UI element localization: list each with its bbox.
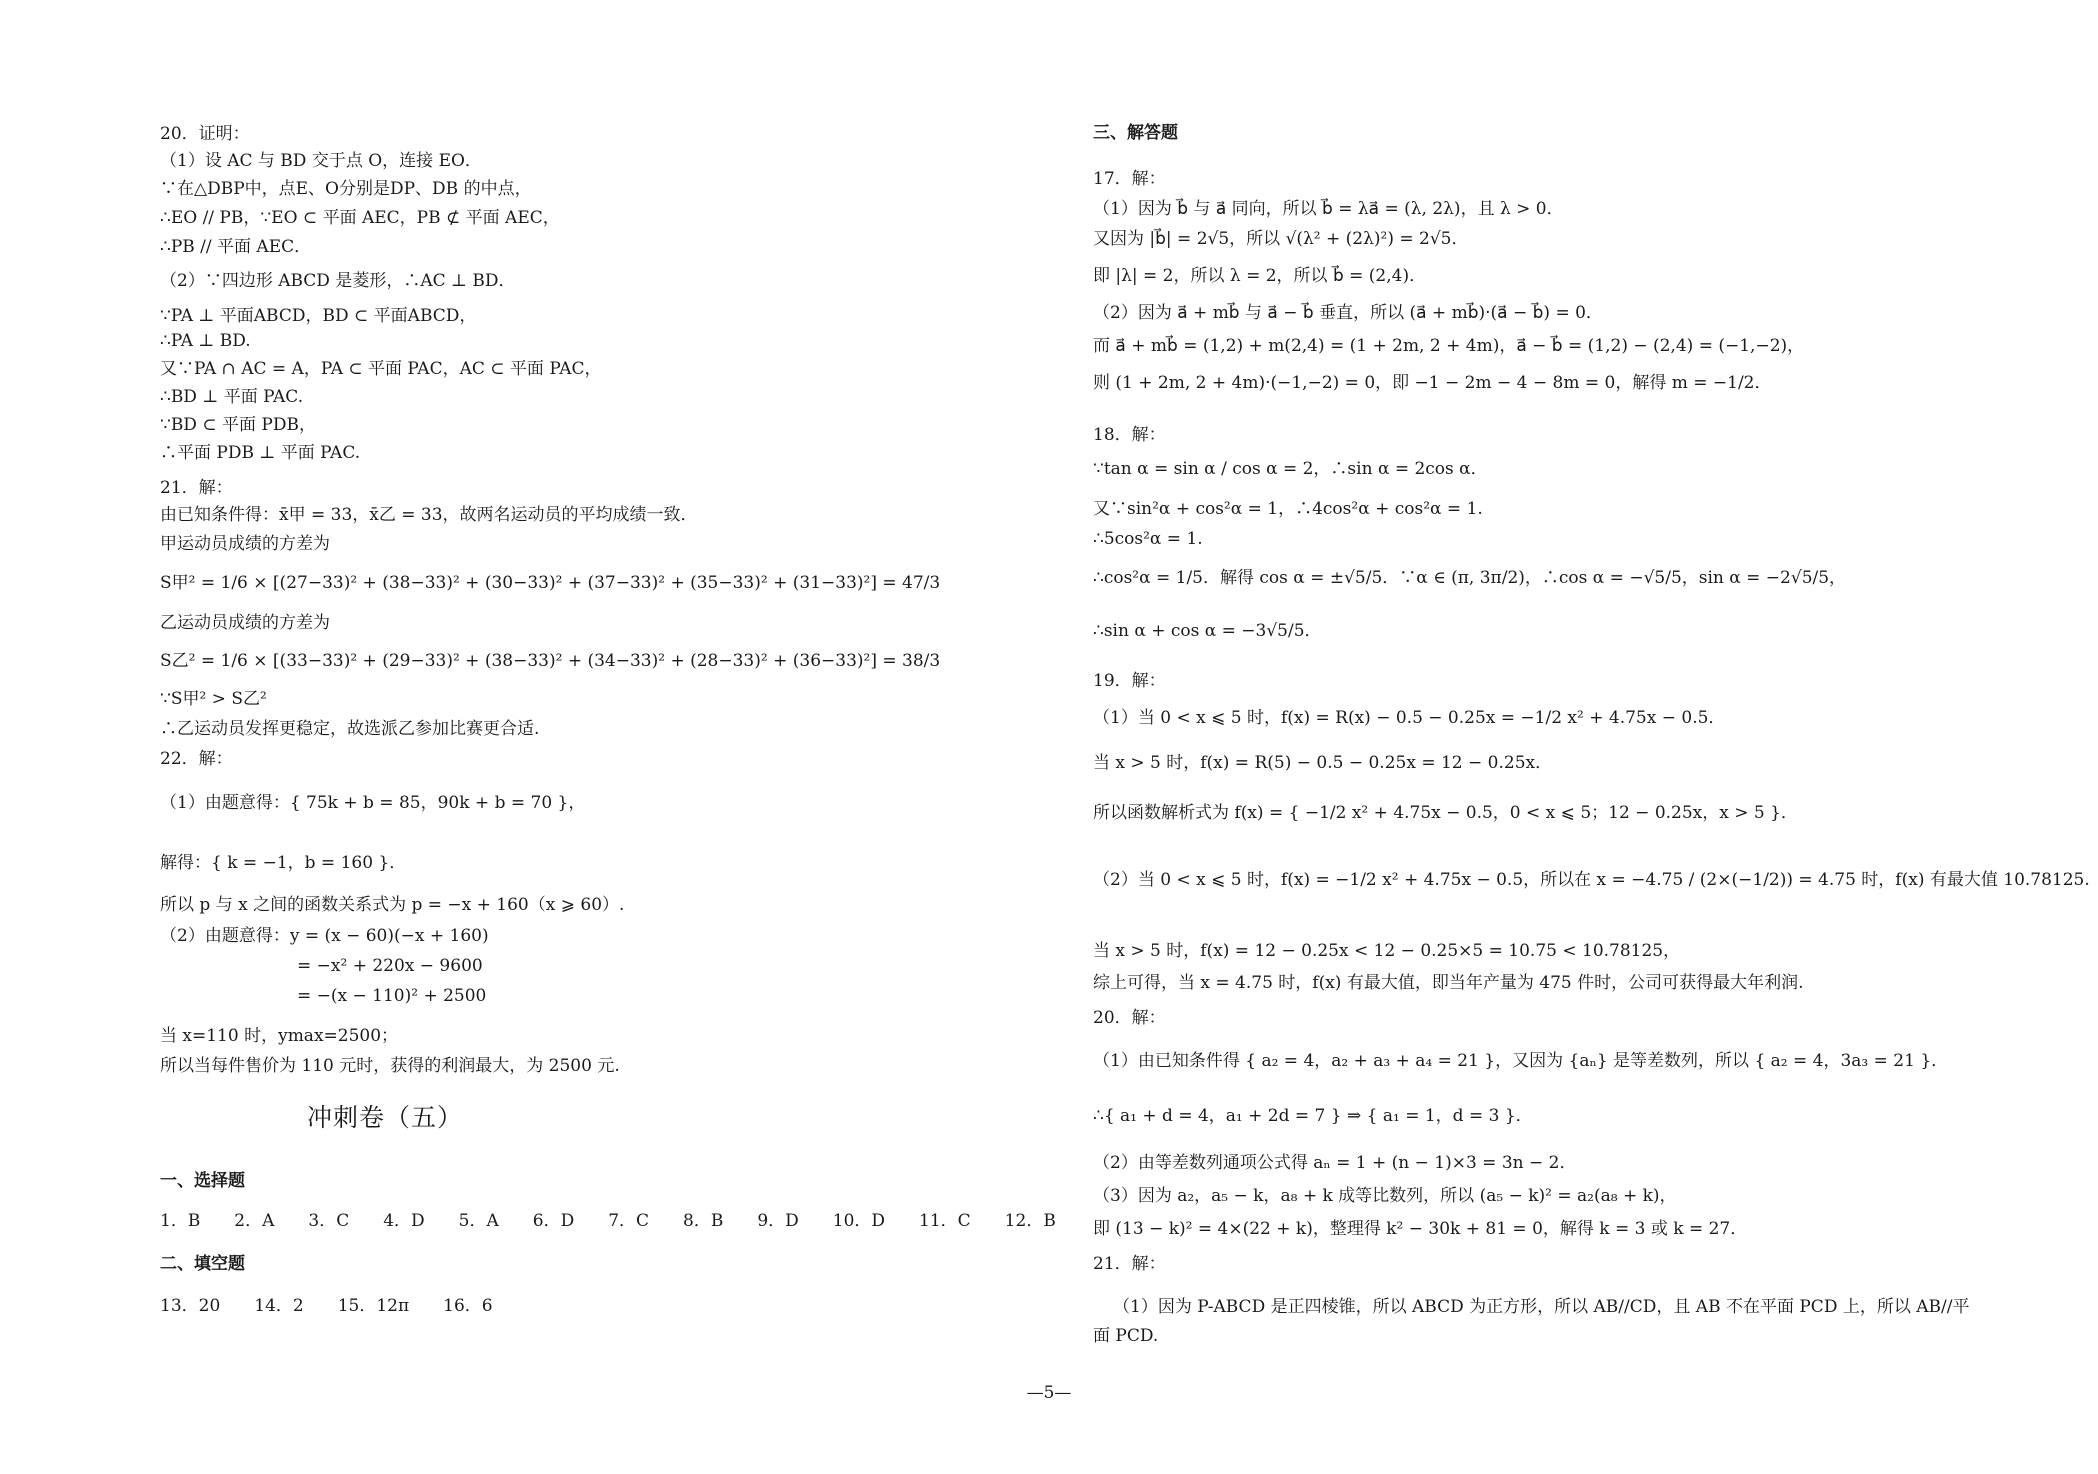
left-line: ∵BD ⊂ 平面 PDB， [160,415,316,435]
right-line: 17．解： [1093,169,1166,189]
right-line: （1）当 0 < x ⩽ 5 时，f(x) = R(x) − 0.5 − 0.25x = −1/2 x² + 4.75x − 0.5． [1093,708,1726,728]
right-line: （2）因为 a⃗ + mb⃗ 与 a⃗ − b⃗ 垂直，所以 (a⃗ + mb⃗)·(a⃗ − b⃗) = 0． [1093,303,1603,323]
right-line: 18．解： [1093,425,1166,445]
right-line: ∴cos²α = 1/5．解得 cos α = ±√5/5．∵α ∈ (π, 3π/2)，∴cos α = −√5/5，sin α = −2√5/5， [1093,568,1847,588]
left-line: 又∵PA ∩ AC = A，PA ⊂ 平面 PAC，AC ⊂ 平面 PAC， [160,359,602,379]
right-line: 即 |λ| = 2，所以 λ = 2，所以 b⃗ = (2,4)． [1093,266,1427,286]
section-title: 冲刺卷（五） [306,1103,463,1132]
right-line: （1）因为 P-ABCD 是正四棱锥，所以 ABCD 为正方形，所以 AB//CD，且 AB 不在平面 PCD 上，所以 AB//平 [1113,1297,1970,1317]
right-line: 而 a⃗ + mb⃗ = (1,2) + m(2,4) = (1 + 2m, 2 + 4m)，a⃗ − b⃗ = (1,2) − (2,4) = (−1,−2)， [1093,336,1805,356]
right-line: ∴sin α + cos α = −3√5/5． [1093,621,1322,641]
left-line: ∵PA ⊥ 平面ABCD，BD ⊂ 平面ABCD， [160,306,477,326]
answer-row: 1．B 2．A 3．C 4．D 5．A 6．D 7．C 8．B 9．D 10．D 11．C 12．B [160,1211,1056,1231]
right-line: 19．解： [1093,671,1166,691]
left-line: 解得：{ k = −1，b = 160 }． [160,853,407,873]
right-line: 三、解答题 [1093,123,1178,143]
answer-row: 13．20 14．2 15．12π 16．6 [160,1296,493,1316]
left-line: ∴BD ⊥ 平面 PAC. [160,387,304,407]
section-heading: 一、选择题 [160,1171,245,1191]
section-heading: 二、填空题 [160,1254,245,1274]
right-line: 则 (1 + 2m, 2 + 4m)·(−1,−2) = 0，即 −1 − 2m − 4 − 8m = 0，解得 m = −1/2． [1093,373,1772,393]
left-line: ∵S甲² > S乙² [160,689,267,709]
left-line: = −x² + 220x − 9600 [297,956,483,976]
left-line: （2）由题意得：y = (x − 60)(−x + 160) [160,926,489,946]
right-line: ∴{ a₁ + d = 4，a₁ + 2d = 7 } ⇒ { a₁ = 1，d = 3 }． [1093,1106,1533,1126]
right-line: （2）当 0 < x ⩽ 5 时，f(x) = −1/2 x² + 4.75x − 0.5，所以在 x = −4.75 / (2×(−1/2)) = 4.75 时，f(x) 有最大值 10.78125. [1093,870,2090,890]
page-number: —5— [1026,1383,1072,1403]
right-line: 又∵sin²α + cos²α = 1，∴4cos²α + cos²α = 1. [1093,499,1483,519]
left-line: （2）∵四边形 ABCD 是菱形，∴AC ⊥ BD． [160,271,516,291]
left-line: ∴PB // 平面 AEC． [160,237,312,257]
right-line: （3）因为 a₂，a₅ − k，a₈ + k 成等比数列，所以 (a₅ − k)² = a₂(a₈ + k)， [1093,1186,1677,1206]
right-line: 面 PCD. [1093,1326,1159,1346]
right-line: ∵tan α = sin α / cos α = 2，∴sin α = 2cos α． [1093,459,1488,479]
right-line: 综上可得，当 x = 4.75 时，f(x) 有最大值，即当年产量为 475 件时，公司可获得最大年利润. [1093,973,1804,993]
right-line: 又因为 |b⃗| = 2√5，所以 √(λ² + (2λ)²) = 2√5． [1093,229,1469,249]
right-line: 当 x > 5 时，f(x) = R(5) − 0.5 − 0.25x = 12 − 0.25x． [1093,753,1553,773]
left-line: ∴乙运动员发挥更稳定，故选派乙参加比赛更合适. [160,719,540,739]
left-line: ∴PA ⊥ BD. [160,331,251,351]
right-line: 即 (13 − k)² = 4×(22 + k)，整理得 k² − 30k + 81 = 0，解得 k = 3 或 k = 27． [1093,1219,1748,1239]
right-line: 21．解： [1093,1254,1166,1274]
right-line: 当 x > 5 时，f(x) = 12 − 0.25x < 12 − 0.25×5 = 10.75 < 10.78125， [1093,941,1681,961]
left-line: ∴EO // PB，∵EO ⊂ 平面 AEC，PB ⊄ 平面 AEC， [160,208,560,228]
right-line: （2）由等差数列通项公式得 aₙ = 1 + (n − 1)×3 = 3n − 2． [1093,1153,1577,1173]
left-line: （1）设 AC 与 BD 交于点 O，连接 EO． [160,151,482,171]
right-line: 20．解： [1093,1008,1166,1028]
left-line: （1）由题意得：{ 75k + b = 85，90k + b = 70 }， [160,793,586,813]
left-line: ∴平面 PDB ⊥ 平面 PAC. [160,443,361,463]
left-line: 乙运动员成绩的方差为 [160,613,330,633]
left-line: 当 x=110 时，ymax=2500； [160,1026,399,1046]
left-line: S乙² = 1/6 × [(33−33)² + (29−33)² + (38−33)² + (34−33)² + (28−33)² + (36−33)²] = 38/3 [160,651,941,671]
left-line: 所以 p 与 x 之间的函数关系式为 p = −x + 160（x ⩾ 60）. [160,895,625,915]
left-line: 20．证明： [160,124,250,144]
left-line: 21．解： [160,478,233,498]
left-line: 22．解： [160,749,233,769]
right-line: （1）由已知条件得 { a₂ = 4，a₂ + a₃ + a₄ = 21 }，又因为 {aₙ} 是等差数列，所以 { a₂ = 4，3a₃ = 21 }． [1093,1051,1949,1071]
left-line: S甲² = 1/6 × [(27−33)² + (38−33)² + (30−33)² + (37−33)² + (35−33)² + (31−33)²] = 47/3 [160,573,941,593]
left-line: 由已知条件得：x̄甲 = 33，x̄乙 = 33，故两名运动员的平均成绩一致． [160,505,698,525]
right-line: （1）因为 b⃗ 与 a⃗ 同向，所以 b⃗ = λa⃗ = (λ, 2λ)，且 λ > 0． [1093,199,1564,219]
right-line: 所以函数解析式为 f(x) = { −1/2 x² + 4.75x − 0.5，0 < x ⩽ 5；12 − 0.25x，x > 5 }． [1093,803,1798,823]
left-line: ∵在△DBP中，点E、O分别是DP、DB 的中点， [160,179,532,199]
left-line: = −(x − 110)² + 2500 [297,986,487,1006]
left-line: 所以当每件售价为 110 元时，获得的利润最大，为 2500 元. [160,1056,620,1076]
left-line: 甲运动员成绩的方差为 [160,534,330,554]
right-line: ∴5cos²α = 1. [1093,529,1203,549]
